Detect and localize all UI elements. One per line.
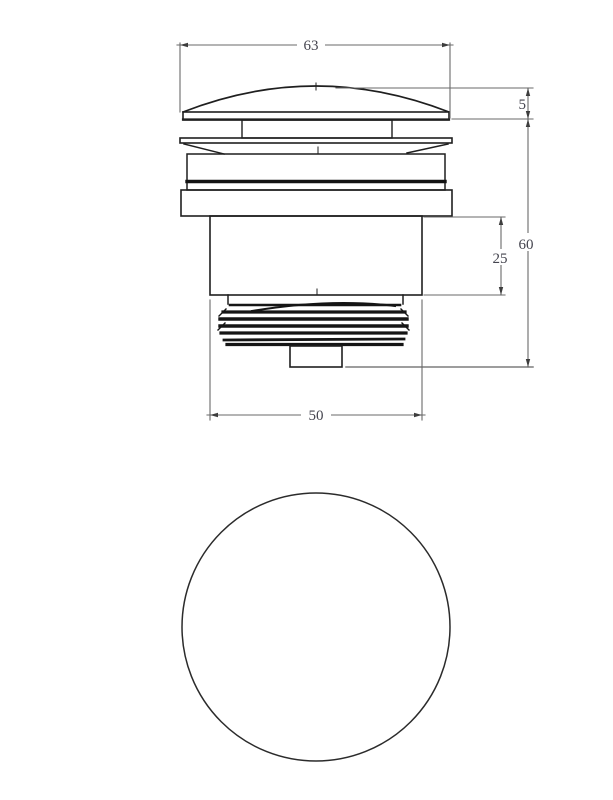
flange (181, 190, 452, 216)
dim-overall-height (346, 119, 541, 367)
arrowhead (499, 287, 503, 295)
arrowhead (210, 413, 218, 417)
thread-crest (224, 339, 404, 340)
dimension-annotations (177, 36, 541, 424)
arrowhead (526, 119, 530, 127)
dim-value-overall-height: 60 (518, 237, 534, 253)
main-body (210, 216, 422, 295)
bottom-spigot (290, 346, 342, 367)
top-view (182, 493, 450, 761)
top-view-circle (182, 493, 450, 761)
dim-value-cap-diameter: 63 (303, 38, 319, 54)
upper-housing (187, 154, 445, 190)
arrowhead (180, 43, 188, 47)
dim-value-body-height: 25 (492, 251, 508, 267)
washer-plate (180, 138, 452, 143)
dim-cap-height (336, 88, 533, 119)
arrowhead (499, 217, 503, 225)
washer-chamfer-left (184, 144, 224, 154)
arrowhead (526, 359, 530, 367)
arrowhead (442, 43, 450, 47)
side-view (180, 83, 452, 367)
washer-chamfer-right (407, 144, 448, 153)
dim-cap-diameter (177, 36, 453, 118)
dim-body-height (424, 217, 513, 295)
cap-neck (242, 120, 392, 138)
dim-value-cap-height: 5 (518, 97, 526, 113)
arrowhead (526, 111, 530, 119)
dim-value-body-width: 50 (308, 408, 324, 424)
thread-section (218, 303, 409, 345)
arrowhead (526, 88, 530, 96)
arrowhead (414, 413, 422, 417)
